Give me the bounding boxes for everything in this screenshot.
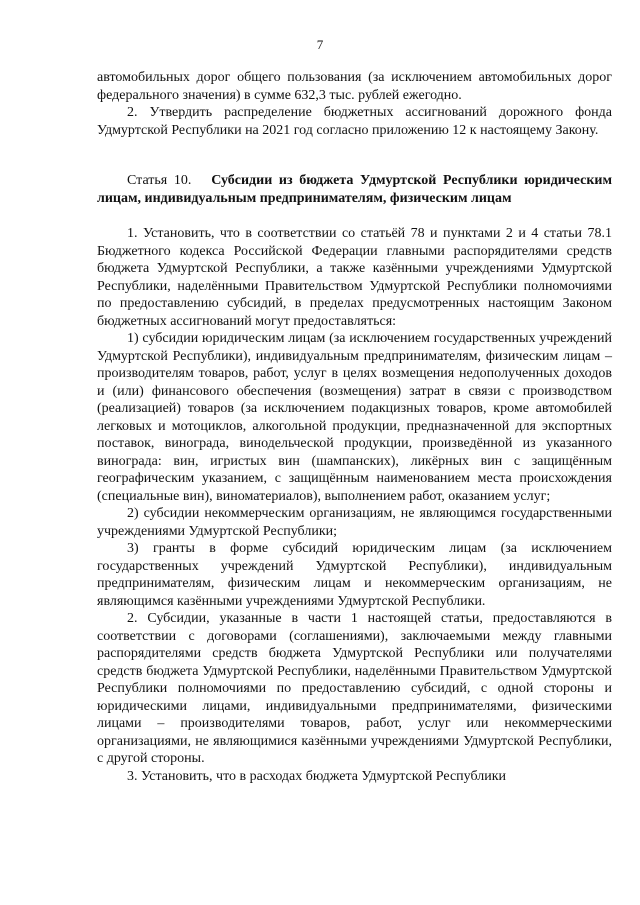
article-title: Субсидии из бюджета Удмуртской Республики юридическим лицам, индивидуальным предпринимателям, физическим лицам — [97, 173, 613, 206]
paragraph-part-3: 3. Установить, что в расходах бюджета Удмуртской Республики — [127, 768, 507, 784]
page-number: 7 — [316, 37, 324, 52]
paragraph-clause-1: 1) субсидии юридическим лицам (за исключением государственных учреждений Удмуртской Республики), индивидуальным предпринимателям, физическим лицам – производителям товаров, работ, услуг в целях возмещения недополученных доходов и (или) финансового обеспечения (возмещения) затрат в связи с производством (реализацией) товаров (за исключением подакцизных товаров, кроме автомобилей легковых и мотоциклов, алкогольной продукции, предназначенной для экспортных поставок, винограда, винодельческой продукции, произведённой из указанного винограда: вин, игристых вин (шампанских), ликёрных вин с защищённым географическим указанием, с защищённым наименованием места происхождения (специальные вин), виноматериалов), выполнением работ, оказанием услуг; — [97, 331, 612, 504]
paragraph-item-2: 2. Утвердить распределение бюджетных ассигнований дорожного фонда Удмуртской Республики на 2021 год согласно приложению 12 к настоящему Закону. — [97, 105, 612, 138]
spacer — [97, 139, 612, 172]
paragraph-part-2: 2. Субсидии, указанные в части 1 настоящей статьи, предоставляются в соответствии с договорами (соглашениями), заключаемыми между главными распорядителями средств бюджета Удмуртской Республики или получателями средств бюджета Удмуртской Республики, наделёнными Правительством Удмуртской Республики полномочиями по предоставлению субсидий, с одной стороны и юридическими лицами, индивидуальными предпринимателями, физическими лицами – производителями товаров, работ, услуг или некоммерческими организациями, не являющимися казёнными учреждениями Удмуртской Республики, с другой стороны. — [97, 611, 612, 766]
article-number: Статья 10. — [127, 173, 192, 188]
document-body — [97, 69, 612, 785]
article-heading — [97, 172, 612, 207]
paragraph-continuation: автомобильных дорог общего пользования (за исключением автомобильных дорог федерального значения) в сумме 632,3 тыс. рублей ежегодно. — [97, 70, 612, 103]
paragraph-clause-3: 3) гранты в форме субсидий юридическим лицам (за исключением государственных учреждений Удмуртской Республики), индивидуальным предпринимателям, физическим лицам и некоммерческим организациям, не являющимся казёнными учреждениями Удмуртской Республики. — [97, 541, 612, 609]
paragraph-clause-2: 2) субсидии некоммерческим организациям, не являющимся государственными учреждениями Удмуртской Республики; — [97, 506, 612, 539]
spacer — [97, 207, 612, 225]
paragraph-part-1: 1. Установить, что в соответствии со статьёй 78 и пунктами 2 и 4 статьи 78.1 Бюджетного кодекса Российской Федерации главными распорядителями средств бюджета Удмуртской Республики, а также казёнными учреждениями Удмуртской Республики, наделёнными Правительством Удмуртской Республики полномочиями по предоставлению субсидий, в пределах предусмотренных настоящим Законом бюджетных ассигнований могут предоставляться: — [97, 226, 612, 329]
